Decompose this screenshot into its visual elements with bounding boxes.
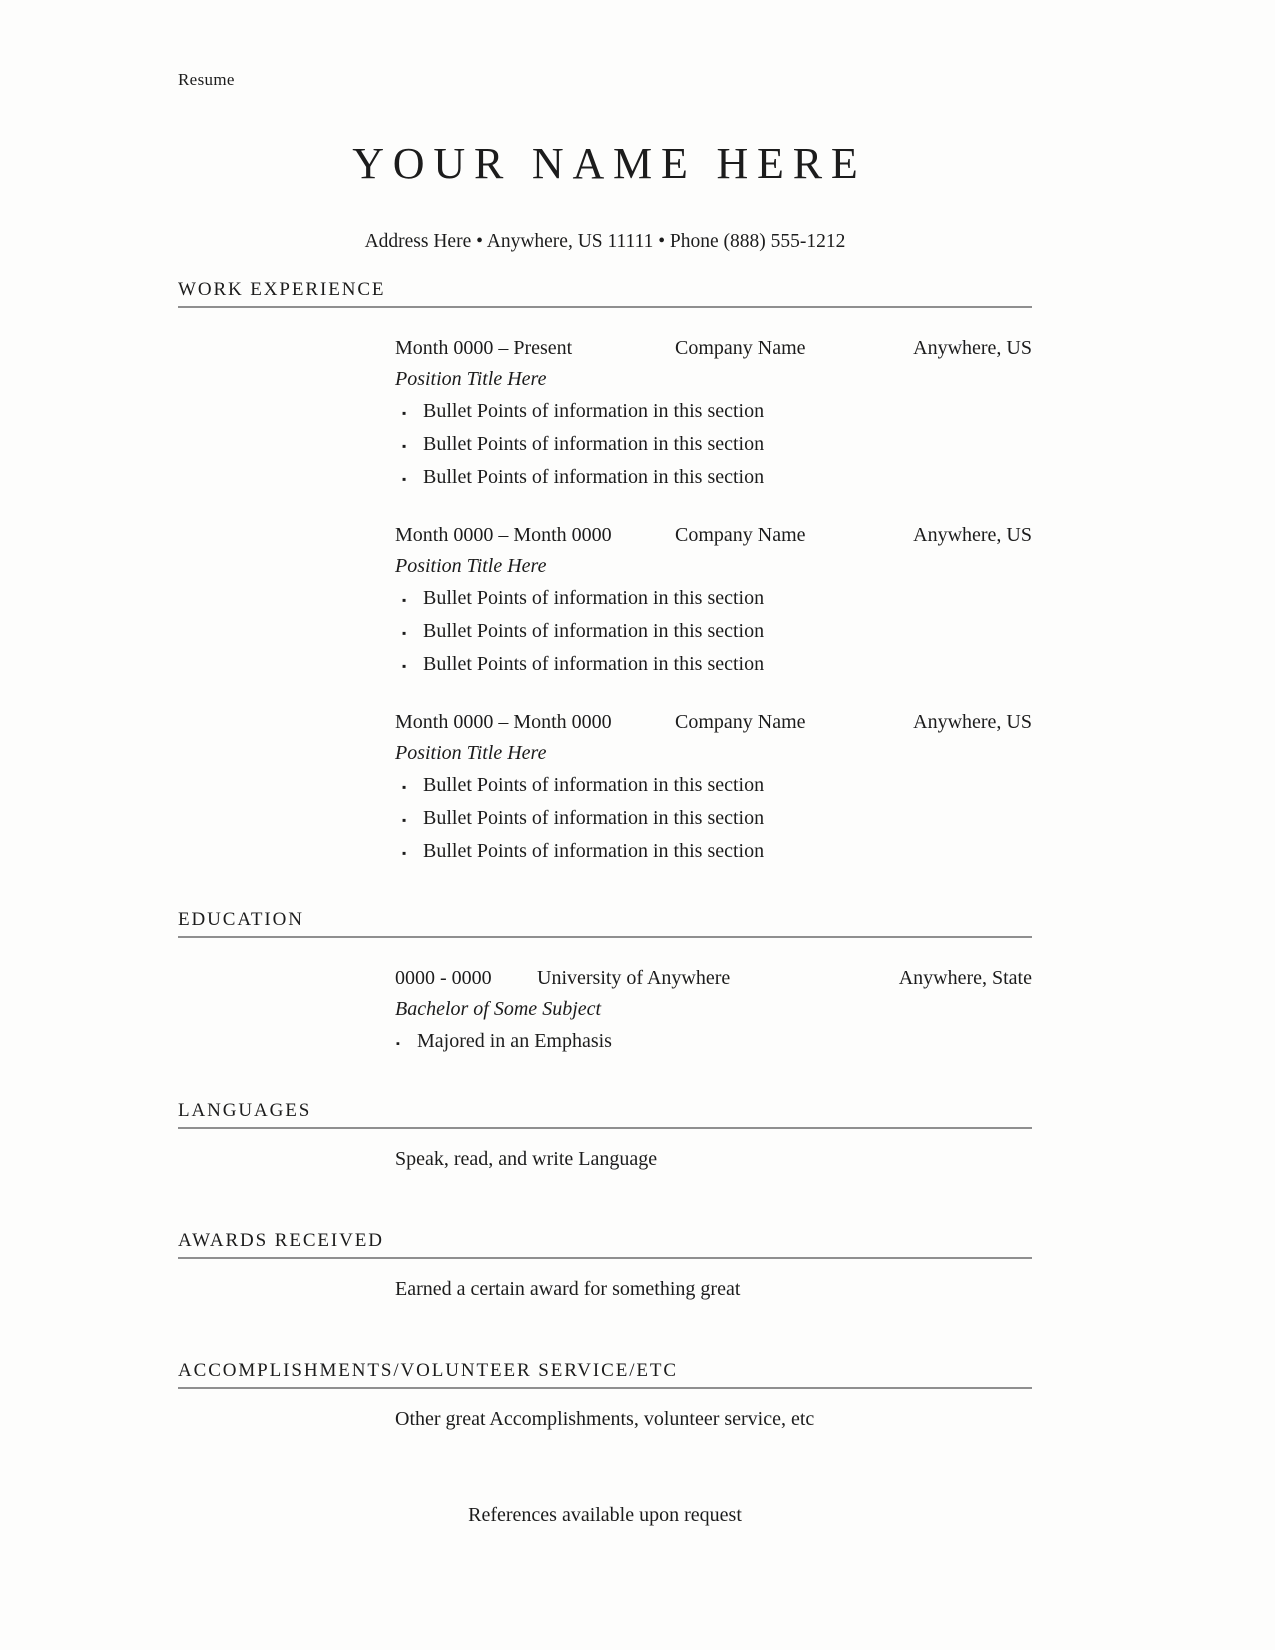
section-title-education: EDUCATION xyxy=(178,909,1032,938)
bullet-item xyxy=(395,462,1032,495)
section-title-accomplishments: ACCOMPLISHMENTS/VOLUNTEER SERVICE/ETC xyxy=(178,1360,1032,1389)
job-bullet-list xyxy=(395,583,1032,682)
education-degree: Bachelor of Some Subject xyxy=(395,998,602,1020)
bullet-item xyxy=(395,616,1032,649)
contact-line: Address Here • Anywhere, US 11111 • Phone (888) 555-1212 xyxy=(364,231,846,252)
job-dates: Month 0000 – Present xyxy=(395,337,573,359)
square-bullet-icon: ▪ xyxy=(402,813,407,827)
job-header-row xyxy=(395,334,1032,363)
square-bullet-icon: ▪ xyxy=(402,659,407,673)
bullet-item xyxy=(395,1026,1032,1060)
resume-name: YOUR NAME HERE xyxy=(352,139,867,188)
education-dates: 0000 - 0000 xyxy=(395,967,492,989)
job-entry-2 xyxy=(395,521,1032,682)
bullet-text: Bullet Points of information in this section xyxy=(423,840,765,862)
work-entries xyxy=(395,334,1032,869)
languages-text: Speak, read, and write Language xyxy=(395,1148,658,1170)
bullet-item xyxy=(395,583,1032,616)
awards-text: Earned a certain award for something great xyxy=(395,1278,741,1300)
square-bullet-icon: ▪ xyxy=(402,593,407,607)
bullet-item xyxy=(395,649,1032,682)
bullet-text: Bullet Points of information in this section xyxy=(423,774,765,796)
section-title-languages: LANGUAGES xyxy=(178,1100,1032,1129)
bullet-text: Bullet Points of information in this section xyxy=(423,653,765,675)
bullet-item xyxy=(395,429,1032,462)
square-bullet-icon: ▪ xyxy=(402,780,407,794)
job-company: Company Name xyxy=(675,711,806,733)
section-title-awards: AWARDS RECEIVED xyxy=(178,1230,1032,1259)
job-entry-3 xyxy=(395,708,1032,869)
education-entries xyxy=(395,964,1032,1060)
section-languages xyxy=(178,1100,1032,1174)
square-bullet-icon: ▪ xyxy=(402,406,407,420)
job-bullet-list xyxy=(395,396,1032,495)
bullet-item xyxy=(395,770,1032,803)
square-bullet-icon: ▪ xyxy=(402,472,407,486)
education-school: University of Anywhere xyxy=(537,967,731,989)
references-note: References available upon request xyxy=(468,1504,742,1526)
education-header-row xyxy=(395,964,1032,993)
job-location: Anywhere, US xyxy=(913,711,1032,733)
job-position-title: Position Title Here xyxy=(395,555,547,577)
job-dates: Month 0000 – Month 0000 xyxy=(395,524,612,546)
document-label: Resume xyxy=(178,70,235,89)
square-bullet-icon: ▪ xyxy=(402,626,407,640)
bullet-item xyxy=(395,836,1032,869)
bullet-text: Majored in an Emphasis xyxy=(417,1030,612,1052)
bullet-text: Bullet Points of information in this section xyxy=(423,807,765,829)
bullet-item xyxy=(395,396,1032,429)
bullet-text: Bullet Points of information in this section xyxy=(423,400,765,422)
education-location: Anywhere, State xyxy=(898,967,1032,989)
job-location: Anywhere, US xyxy=(913,524,1032,546)
bullet-text: Bullet Points of information in this section xyxy=(423,433,765,455)
section-accomplishments xyxy=(178,1360,1032,1434)
section-awards xyxy=(178,1230,1032,1304)
job-location: Anywhere, US xyxy=(913,337,1032,359)
job-position-title: Position Title Here xyxy=(395,368,547,390)
job-entry-1 xyxy=(395,334,1032,495)
square-bullet-icon: ▪ xyxy=(402,846,407,860)
bullet-text: Bullet Points of information in this section xyxy=(423,466,765,488)
education-bullet-list xyxy=(395,1026,1032,1060)
job-header-row xyxy=(395,521,1032,550)
square-bullet-icon: ▪ xyxy=(402,439,407,453)
bullet-text: Bullet Points of information in this section xyxy=(423,620,765,642)
section-work-experience xyxy=(178,279,1032,869)
job-dates: Month 0000 – Month 0000 xyxy=(395,711,612,733)
job-bullet-list xyxy=(395,770,1032,869)
bullet-text: Bullet Points of information in this section xyxy=(423,587,765,609)
job-header-row xyxy=(395,708,1032,737)
square-bullet-icon: ▪ xyxy=(396,1038,400,1050)
section-education xyxy=(178,909,1032,1060)
section-title-work-experience: WORK EXPERIENCE xyxy=(178,279,1032,308)
job-company: Company Name xyxy=(675,524,806,546)
job-position-title: Position Title Here xyxy=(395,742,547,764)
accomplishments-text: Other great Accomplishments, volunteer service, etc xyxy=(395,1408,815,1430)
job-company: Company Name xyxy=(675,337,806,359)
bullet-item xyxy=(395,803,1032,836)
